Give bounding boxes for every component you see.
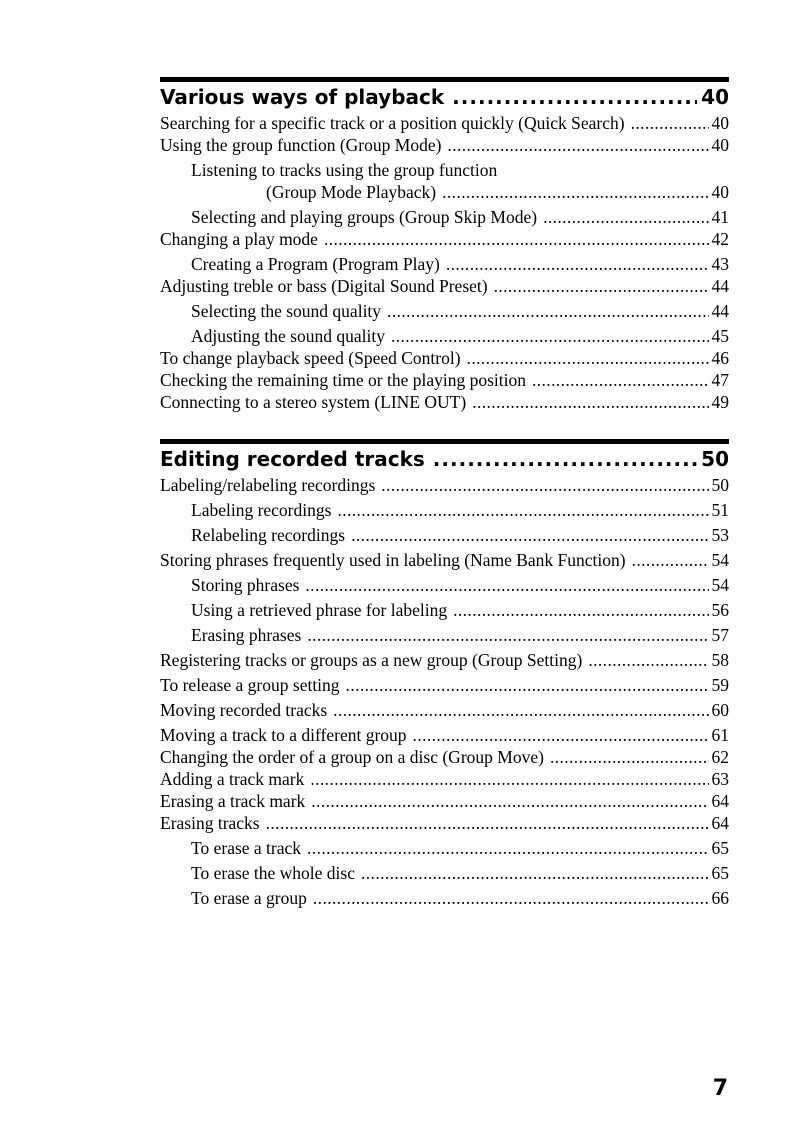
leader-dots (452, 82, 697, 112)
leader-dots (433, 444, 697, 474)
section-heading (160, 82, 729, 112)
toc-entry: Changing the order of a group on a disc (Group Move) ..... 62 (160, 746, 729, 768)
toc-entry: Connecting to a stereo system (LINE OUT) ..... 49 (160, 391, 729, 413)
toc-list (160, 474, 729, 909)
toc-entry: Relabeling recordings ..... 53 (160, 524, 729, 546)
toc-entry: (Group Mode Playback) ..... 40 (160, 181, 729, 203)
section-heading (160, 444, 729, 474)
section-playback (160, 77, 729, 413)
toc-entry: To release a group setting ..... 59 (160, 674, 729, 696)
toc-entry: To erase the whole disc ..... 65 (160, 862, 729, 884)
toc-entry: Using the group function (Group Mode) ..... 40 (160, 134, 729, 156)
toc-list (160, 112, 729, 413)
toc-entry-line1: Listening to tracks using the group function (191, 160, 498, 180)
section-editing (160, 439, 729, 909)
toc-entry: To change playback speed (Speed Control) ..... 46 (160, 347, 729, 369)
page-number: 7 (712, 1076, 728, 1101)
toc-entry: To erase a group ..... 66 (160, 887, 729, 909)
toc-entry: Moving recorded tracks ..... 60 (160, 699, 729, 721)
section-title: Editing recorded tracks (160, 447, 425, 471)
toc-entry: Searching for a specific track or a position quickly (Quick Search) ..... 40 (160, 112, 729, 134)
toc-entry: Storing phrases ..... 54 (160, 574, 729, 596)
toc-entry: Erasing tracks ..... 64 (160, 812, 729, 834)
toc-entry: Labeling recordings ..... 51 (160, 499, 729, 521)
toc-entry: Selecting the sound quality ..... 44 (160, 300, 729, 322)
section-title: Various ways of playback (160, 85, 445, 109)
toc-entry: Changing a play mode ..... 42 (160, 228, 729, 250)
toc-entry: Registering tracks or groups as a new group (Group Setting) ..... 58 (160, 649, 729, 671)
section-page: 40 (701, 85, 729, 109)
toc-entry: Creating a Program (Program Play) ..... 43 (160, 253, 729, 275)
toc-entry: Erasing a track mark ..... 64 (160, 790, 729, 812)
toc-entry: To erase a track ..... 65 (160, 837, 729, 859)
toc-entry: Adding a track mark ..... 63 (160, 768, 729, 790)
toc-entry: Using a retrieved phrase for labeling ..... 56 (160, 599, 729, 621)
toc-entry: Erasing phrases ..... 57 (160, 624, 729, 646)
toc-entry: Checking the remaining time or the playing position ..... 47 (160, 369, 729, 391)
toc-entry: Labeling/relabeling recordings ..... 50 (160, 474, 729, 496)
toc-entry: Selecting and playing groups (Group Skip Mode) ..... 41 (160, 206, 729, 228)
toc-entry: Storing phrases frequently used in labeling (Name Bank Function) ..... 54 (160, 549, 729, 571)
section-page: 50 (701, 447, 729, 471)
toc-entry: Moving a track to a different group ..... 61 (160, 724, 729, 746)
toc-entry: Adjusting the sound quality ..... 45 (160, 325, 729, 347)
toc-entry: Adjusting treble or bass (Digital Sound Preset) ..... 44 (160, 275, 729, 297)
